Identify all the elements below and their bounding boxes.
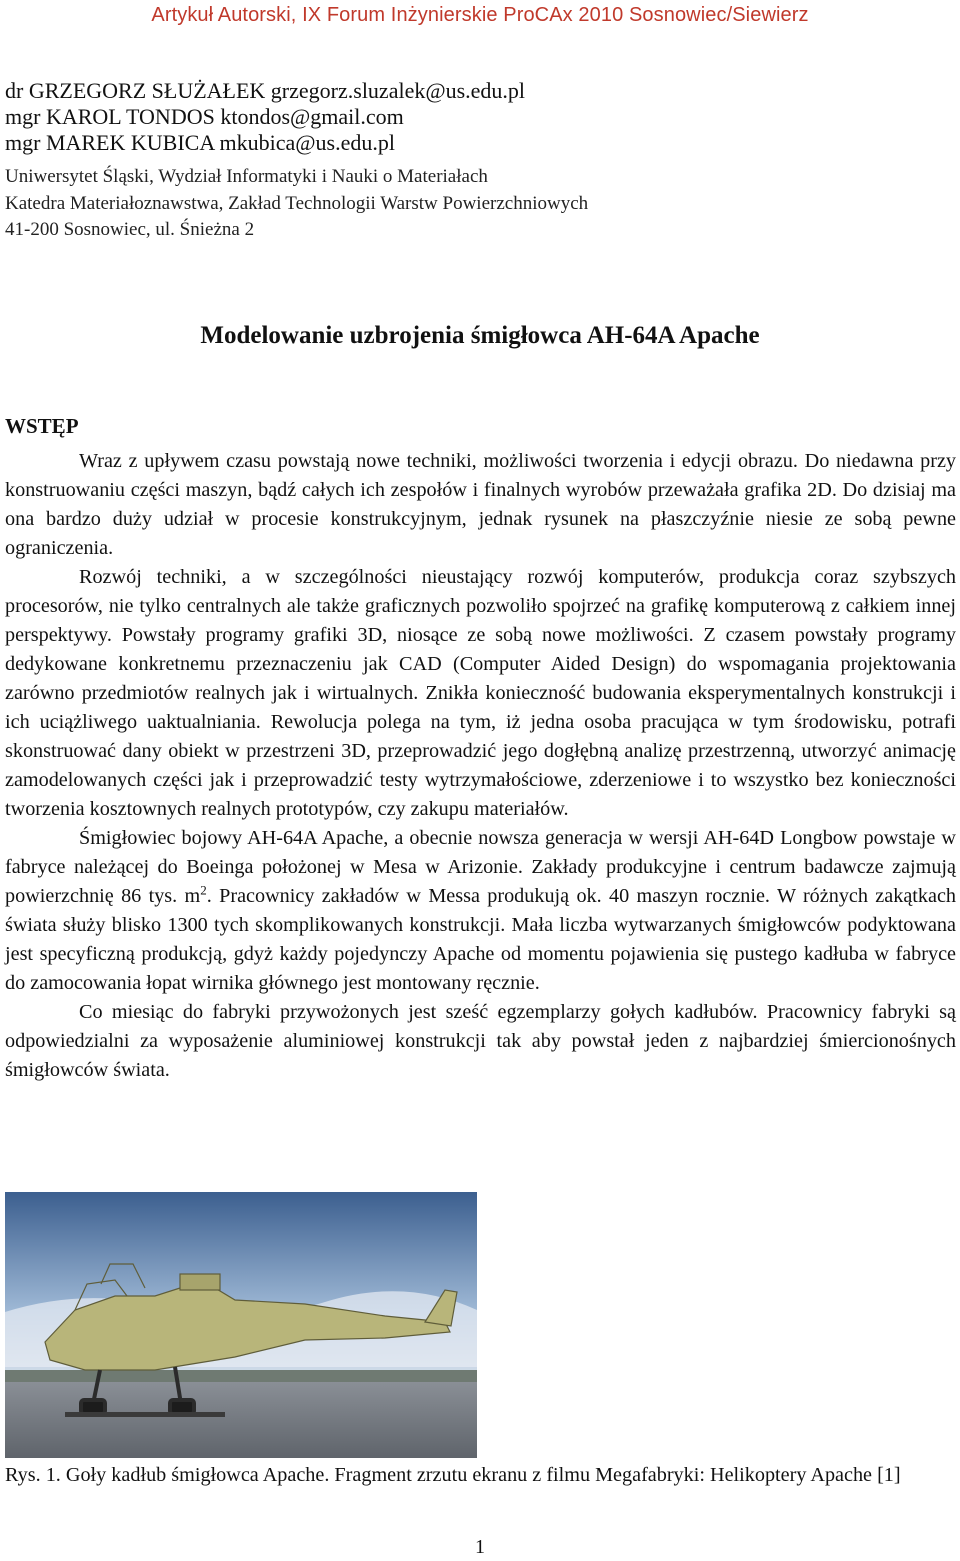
superscript: 2 [200,882,207,898]
horizon-strip [5,1370,477,1384]
author-list [5,78,525,156]
paragraph: Wraz z upływem czasu powstają nowe techniki, możliwości tworzenia i edycji obrazu. Do niedawna przy konstruowaniu części maszyn, bądź całych ich zespołów i finalnych wyrobów przeważała grafika 2D. Do dzisiaj ma ona bardzo duży udział w procesie konstrukcyjnym, jednak rysunek na płaszczyźnie niesie ze sobą pewne ograniczenia. [5,450,956,559]
figure-caption: Rys. 1. Goły kadłub śmigłowca Apache. Fragment zrzutu ekranu z filmu Megafabryki: Helikoptery Apache [1] [5,1464,901,1486]
author-line: mgr MAREK KUBICA mkubica@us.edu.pl [5,130,395,155]
affiliation [5,164,588,244]
author-line: dr GRZEGORZ SŁUŻAŁEK grzegorz.sluzalek@us.edu.pl [5,78,526,103]
page-number: 1 [475,1536,485,1558]
paper-title: Modelowanie uzbrojenia śmigłowca AH-64A Apache [200,322,760,349]
paragraph [5,824,956,998]
paragraph-text: . Pracownicy zakładów w Messa produkują ok. 40 maszyn rocznie. W różnych zakątkach świata służy blisko 1300 tych skomplikowanych konstrukcji. Mała liczba wytwarzanych śmigłowców podyktowana jest specyficzną produkcją, gdyż każdy pojedynczy Apache od momentu pojawienia się pustego kadłuba w fabryce do zamocowania łopat wirnika głównego jest montowany ręcznie. [5,885,957,994]
affiliation-line: Katedra Materiałoznawstwa, Zakład Technologii Warstw Powierzchniowych [5,192,589,214]
affiliation-line: Uniwersytet Śląski, Wydział Informatyki i Nauki o Materiałach [5,166,488,187]
helicopter-photo-illustration [5,1192,477,1458]
section-heading: WSTĘP [5,414,79,438]
paragraph: Co miesiąc do fabryki przywożonych jest sześć egzemplarzy gołych kadłubów. Pracownicy fabryki są odpowiedzialni za wyposażenie aluminiowej konstrukcji tak aby powstał jeden z najbardziej śmiercionośnych śmigłowców świata. [5,1001,956,1081]
body-text [5,447,956,1085]
author-line: mgr KAROL TONDOS ktondos@gmail.com [5,104,404,129]
stand [65,1412,225,1417]
tarmac [5,1382,477,1458]
paragraph: Rozwój techniki, a w szczególności nieustający rozwój komputerów, produkcja coraz szybszych procesorów, nie tylko centralnych ale także graficznych pozwoliło spojrzeć na grafikę komputerową z całkiem innej perspektywy. Powstały programy grafiki 3D, niosące ze sobą nowe możliwości. Z czasem powstały programy dedykowane konkretnemu przeznaczeniu jak CAD (Computer Aided Design) do wspomagania projektowania zarówno przedmiotów realnych jak i wirtualnych. Znikła konieczność budowania eksperymentalnych konstrukcji i ich uciążliwego uaktualniania. Rewolucja polega na tym, iż jedna osoba pracująca w tym środowisku, potrafi skonstruować dany obiekt w przestrzeni 3D, przeprowadzić jego dogłębną analizę przestrzenną, utworzyć animację zamodelowanych części jak i przeprowadzić testy wytrzymałościowe, zderzeniowe i to wszystko bez konieczności tworzenia kosztownych realnych prototypów, czy zakupu materiałów. [5,566,956,820]
running-header: Artykuł Autorski, IX Forum Inżynierskie ProCAx 2010 Sosnowiec/Siewierz [151,4,809,26]
affiliation-line: 41-200 Sosnowiec, ul. Śnieżna 2 [5,219,255,240]
paragraph-text: Śmigłowiec bojowy AH-64A Apache, a obecnie nowsza generacja w wersji AH-64D Longbow powstaje w fabryce należącej do Boeinga położonej w Mesa w Arizonie. Zakłady produkcyjne i centrum badawcze zajmują powierzchnię 86 tys. m [5,827,956,907]
helicopter-photo [5,1192,477,1458]
